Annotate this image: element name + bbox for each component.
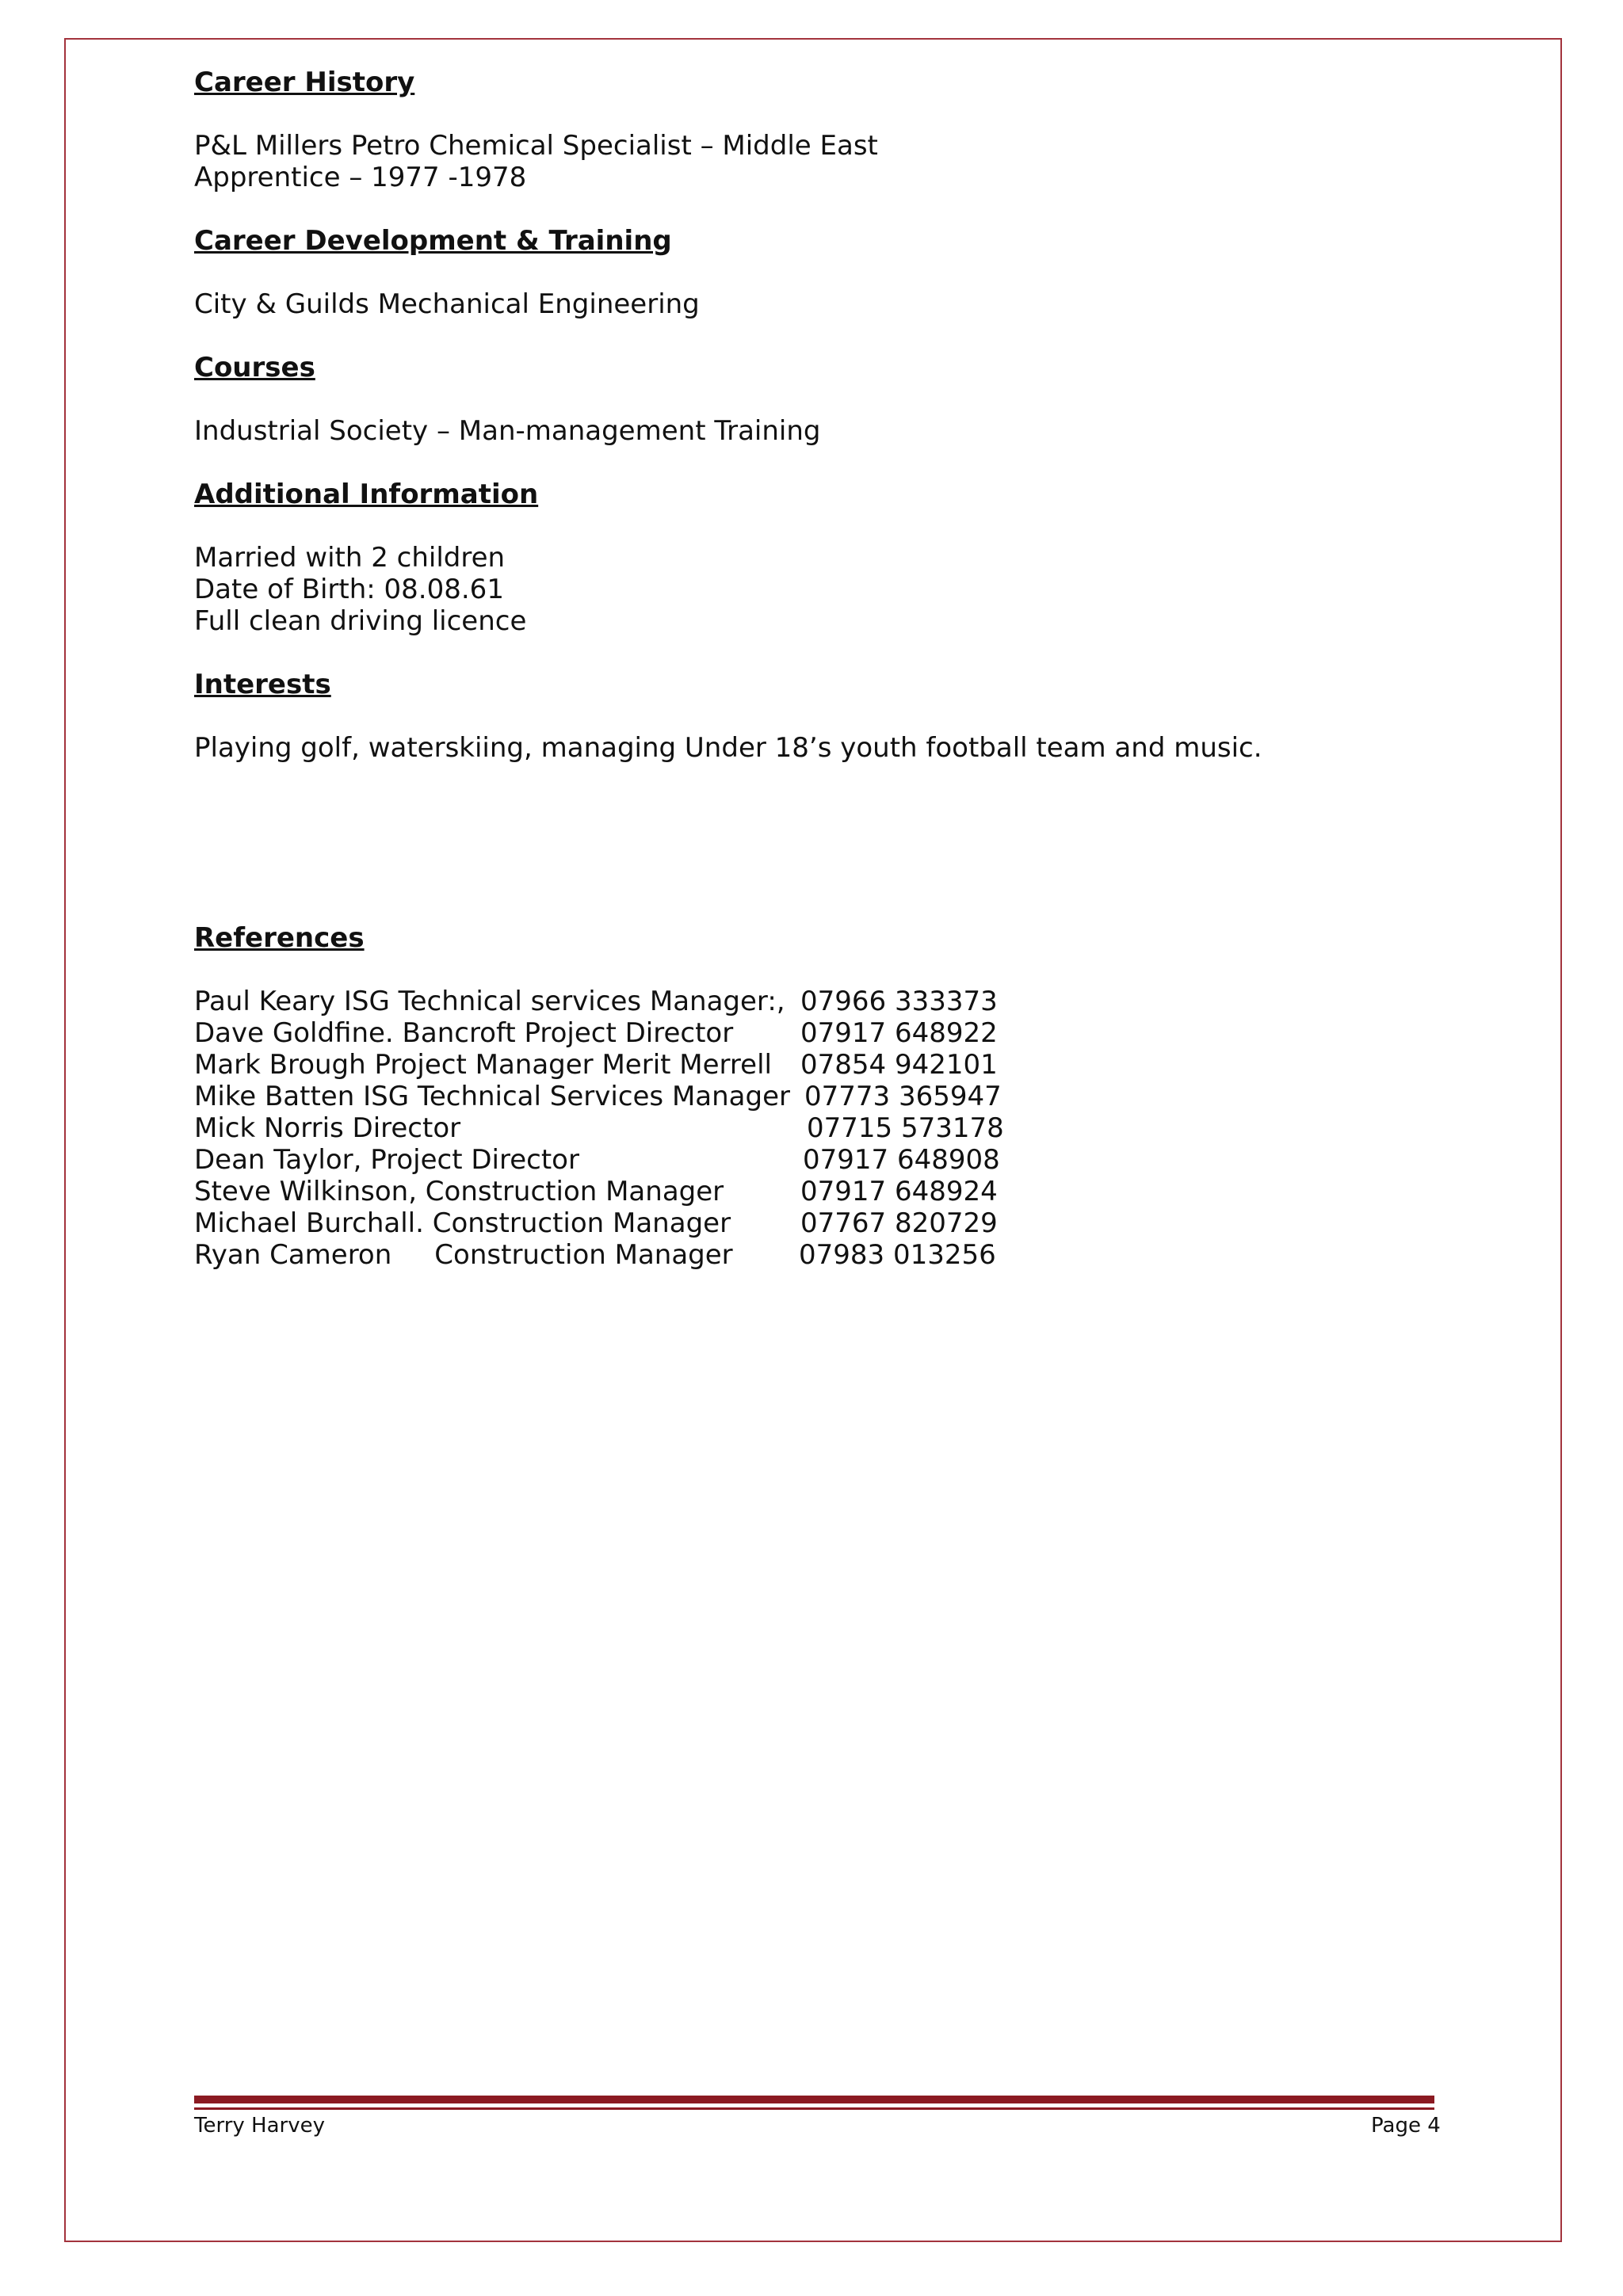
reference-name: Mick Norris Director — [194, 1112, 461, 1144]
reference-name: Steve Wilkinson, Construction Manager — [194, 1176, 724, 1207]
additional-information-line: Date of Birth: 08.08.61 — [194, 574, 504, 605]
career-development-heading: Career Development & Training — [194, 225, 672, 257]
reference-name: Dean Taylor, Project Director — [194, 1144, 579, 1176]
references-heading: References — [194, 922, 365, 954]
courses-line: Industrial Society – Man-management Training — [194, 415, 821, 447]
reference-name: Mark Brough Project Manager Merit Merrell — [194, 1049, 772, 1081]
reference-row — [194, 1144, 1430, 1176]
career-development-line: City & Guilds Mechanical Engineering — [194, 288, 700, 320]
reference-name: Dave Goldfine. Bancroft Project Director — [194, 1017, 734, 1049]
reference-name: Ryan Cameron Construction Manager — [194, 1239, 733, 1271]
reference-row — [194, 1049, 1430, 1081]
reference-row — [194, 986, 1430, 1017]
career-history-line: Apprentice – 1977 -1978 — [194, 162, 527, 193]
career-history-line: P&L Millers Petro Chemical Specialist – Middle East — [194, 130, 878, 162]
reference-row — [194, 1112, 1430, 1144]
footer-rule — [194, 2096, 1434, 2103]
reference-phone: 07773 365947 — [804, 1081, 1002, 1112]
career-history-heading: Career History — [194, 67, 415, 98]
reference-row — [194, 1207, 1430, 1239]
reference-phone: 07966 333373 — [800, 986, 998, 1017]
reference-row — [194, 1239, 1430, 1271]
footer-rule-thin — [194, 2107, 1434, 2110]
document-body — [194, 67, 1430, 1271]
reference-name: Mike Batten ISG Technical Services Manager — [194, 1081, 790, 1112]
reference-phone: 07767 820729 — [800, 1207, 998, 1239]
reference-phone: 07983 013256 — [799, 1239, 996, 1271]
courses-heading: Courses — [194, 352, 315, 383]
references-list — [194, 986, 1430, 1271]
reference-name: Michael Burchall. Construction Manager — [194, 1207, 731, 1239]
reference-phone: 07917 648922 — [800, 1017, 998, 1049]
reference-row — [194, 1081, 1430, 1112]
reference-phone: 07854 942101 — [800, 1049, 998, 1081]
reference-row — [194, 1176, 1430, 1207]
footer-author: Terry Harvey — [194, 2114, 325, 2138]
reference-row — [194, 1017, 1430, 1049]
additional-information-heading: Additional Information — [194, 479, 539, 510]
reference-name: Paul Keary ISG Technical services Manager:, — [194, 986, 785, 1017]
reference-phone: 07917 648908 — [803, 1144, 1000, 1176]
interests-heading: Interests — [194, 669, 331, 700]
footer-page-number: Page 4 — [1371, 2114, 1441, 2138]
reference-phone: 07715 573178 — [807, 1112, 1004, 1144]
additional-information-line: Full clean driving licence — [194, 605, 527, 637]
interests-line: Playing golf, waterskiing, managing Under 18’s youth football team and music. — [194, 732, 1262, 764]
reference-phone: 07917 648924 — [800, 1176, 998, 1207]
additional-information-line: Married with 2 children — [194, 542, 506, 574]
